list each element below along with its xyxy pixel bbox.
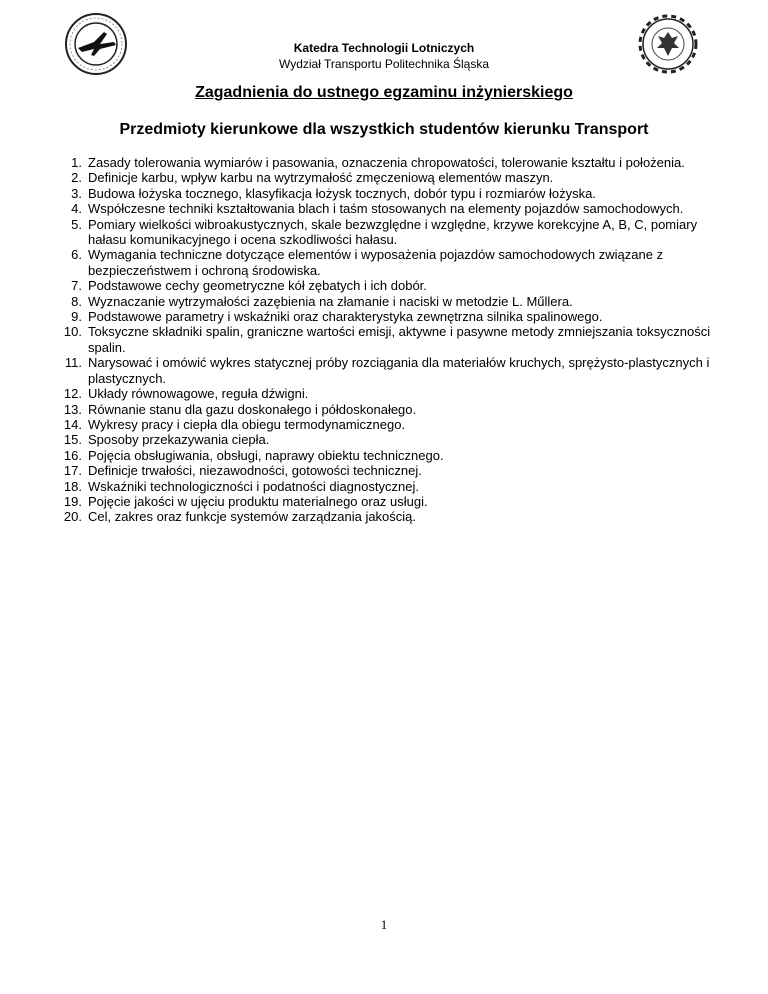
item-number: 15. [63,432,82,448]
list-item [64,355,718,386]
item-number: 18. [63,478,82,494]
item-text: Wskaźniki technologiczności i podatności diagnostycznej. [88,478,419,494]
item-number: 19. [63,493,82,509]
item-number: 17. [63,463,82,479]
item-number: 20. [63,509,82,525]
page-number: 1 [380,917,388,932]
list-item [71,185,718,201]
item-text: Wyznaczanie wytrzymałości zazębienia na złamanie i naciski w metodzie L. Műllera. [88,293,573,309]
item-text: Pojęcie jakości w ujęciu produktu materialnego oraz usługi. [88,493,428,509]
item-number: 4. [71,201,82,217]
list-item [63,324,718,355]
list-item [63,509,718,525]
list-item [63,463,718,479]
item-text: Narysować i omówić wykres statycznej próby rozciągania dla materiałów kruchych, sprężysto-plastycznych i plastycznych. [88,355,710,386]
item-number: 5. [71,216,82,232]
item-text: Układy równowagowe, reguła dźwigni. [88,386,309,402]
item-number: 2. [71,170,82,186]
document-title: Zagadnienia do ustnego egzaminu inżynierskiego [195,84,573,101]
faculty-name: Wydział Transportu Politechnika Śląska [279,57,489,71]
item-text: Definicje karbu, wpływ karbu na wytrzymałość zmęczeniową elementów maszyn. [88,170,554,186]
department-name: Katedra Technologii Lotniczych [293,41,475,55]
item-number: 1. [71,155,82,170]
item-number: 6. [71,247,82,263]
list-item [63,401,718,417]
list-item [63,432,718,448]
item-number: 7. [71,278,82,294]
item-number: 3. [71,185,82,201]
item-text: Wymagania techniczne dotyczące elementów i wyposażenia pojazdów samochodowych związane z bezpieczeństwem i ochroną środowiska. [88,247,664,278]
document-header [0,40,768,72]
item-number: 11. [64,355,82,371]
item-text: Cel, zakres oraz funkcje systemów zarządzania jakością. [88,509,417,525]
item-text: Budowa łożyska tocznego, klasyfikacja łożysk tocznych, dobór typu i rozmiarów łożyska. [88,185,596,201]
item-number: 14. [63,416,82,432]
document-subtitle: Przedmioty kierunkowe dla wszystkich studentów kierunku Transport [119,121,649,138]
item-text: Podstawowe cechy geometryczne kół zębatych i ich dobór. [88,278,427,294]
item-text: Pojęcia obsługiwania, obsługi, naprawy obiektu technicznego. [88,447,444,463]
list-item [71,216,718,248]
item-number: 13. [63,401,82,417]
list-item [63,493,718,509]
list-item [71,170,718,186]
list-item [63,416,718,432]
item-text: Toksyczne składniki spalin, graniczne wartości emisji, aktywne i pasywne metody zmniejszania toksyczności spalin. [88,324,711,355]
item-number: 16. [63,447,82,463]
list-item [63,386,718,402]
item-number: 8. [71,293,82,309]
list-item [63,447,718,463]
list-item [71,309,718,325]
list-item [71,293,718,309]
list-item [71,155,718,170]
item-text: Podstawowe parametry i wskaźniki oraz charakterystyka zewnętrzna silnika spalinowego. [88,309,603,325]
list-item [71,278,718,294]
item-text: Wykresy pracy i ciepła dla obiegu termodynamicznego. [88,416,406,432]
item-text: Definicje trwałości, niezawodności, gotowości technicznej. [88,463,422,479]
list-item [71,201,718,217]
item-number: 9. [71,309,82,325]
item-text: Pomiary wielkości wibroakustycznych, skale bezwzględne i względne, krzywe korekcyjne A, B, C, pomiary hałasu komunikacyjnego i ocena szkodliwości hałasu. [88,216,698,248]
item-number: 12. [63,386,82,402]
list-item [71,247,718,278]
item-text: Równanie stanu dla gazu doskonałego i półdoskonałego. [88,401,417,417]
item-text: Sposoby przekazywania ciepła. [88,432,270,448]
item-text: Zasady tolerowania wymiarów i pasowania, oznaczenia chropowatości, tolerowanie kształtu i położenia. [88,155,685,170]
list-item [63,478,718,494]
item-number: 10. [63,324,82,340]
topic-list [63,155,718,525]
item-text: Współczesne techniki kształtowania blach i taśm stosowanych na elementy pojazdów samochodowych. [88,201,684,217]
